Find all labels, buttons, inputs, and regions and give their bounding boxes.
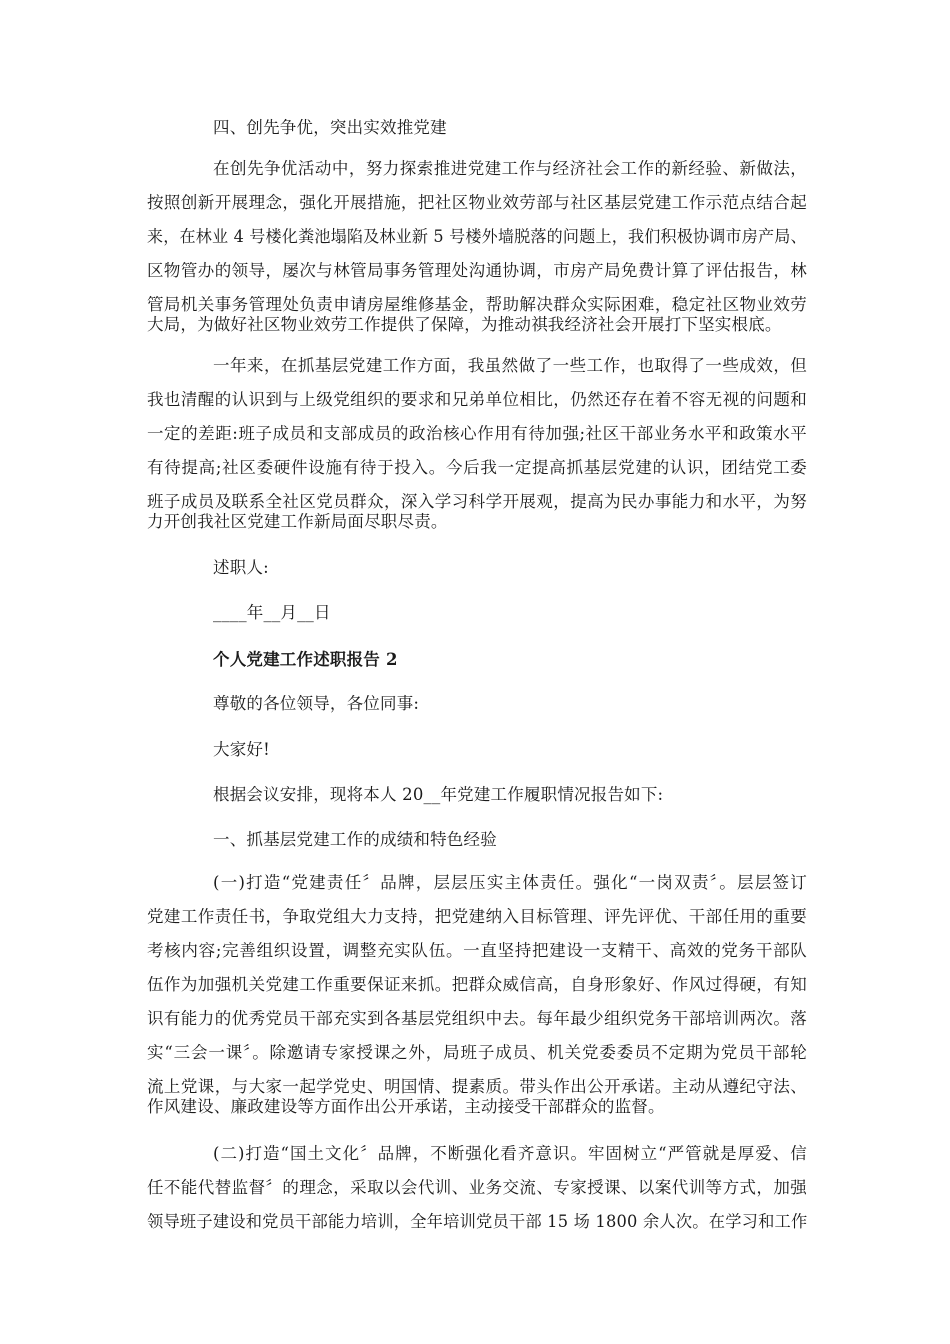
paragraph-line: 大局，为做好社区物业效劳工作提供了保障，为推动祺我经济社会开展打下坚实根底。 — [147, 315, 782, 334]
paragraph-line: 作风建设、廉政建设等方面作出公开承诺，主动接受干部群众的监督。 — [147, 1097, 665, 1116]
paragraph-line: 任不能代替监督〞的理念，采取以会代训、业务交流、专家授课、以案代训等方式，加强 — [147, 1178, 807, 1197]
paragraph-line: 区物管办的领导，屡次与林管局事务管理处沟通协调，市房产局免费计算了评估报告，林 — [147, 261, 807, 280]
paragraph-line: (二)打造“国土文化〞品牌，不断强化看齐意识。牢固树立“严管就是厚爱、信 — [213, 1144, 807, 1163]
paragraph-line: 力开创我社区党建工作新局面尽职尽责。 — [147, 512, 448, 531]
paragraph-line: 伍作为加强机关党建工作重要保证来抓。把群众威信高，自身形象好、作风过得硬，有知 — [147, 975, 807, 994]
paragraph-line: 按照创新开展理念，强化开展措施，把社区物业效劳部与社区基层党建工作示范点结合起 — [147, 193, 807, 212]
report-title: 个人党建工作述职报告 2 — [213, 650, 398, 669]
paragraph-line: 来，在林业 4 号楼化粪池塌陷及林业新 5 号楼外墙脱落的问题上，我们积极协调市房产局、 — [147, 227, 807, 246]
paragraph-line: 有待提高;社区委硬件设施有待于投入。今后我一定提高抓基层党建的认识，团结党工委 — [147, 458, 807, 477]
date-line: ____年__月__日 — [213, 603, 331, 622]
section-heading-1: 一、抓基层党建工作的成绩和特色经验 — [213, 830, 497, 849]
paragraph-line: 一定的差距:班子成员和支部成员的政治核心作用有待加强;社区干部业务水平和政策水平 — [147, 424, 807, 443]
greeting: 大家好! — [213, 740, 270, 759]
paragraph-line: 实“三会一课〞。除邀请专家授课之外，局班子成员、机关党委委员不定期为党员干部轮 — [147, 1043, 807, 1062]
paragraph-line: 在创先争优活动中，努力探索推进党建工作与经济社会工作的新经验、新做法， — [213, 159, 807, 178]
paragraph-line: 识有能力的优秀党员干部充实到各基层党组织中去。每年最少组织党务干部培训两次。落 — [147, 1009, 807, 1028]
paragraph-line: 我也清醒的认识到与上级党组织的要求和兄弟单位相比，仍然还存在着不容无视的问题和 — [147, 390, 807, 409]
intro-line: 根据会议安排，现将本人 20__年党建工作履职情况报告如下: — [213, 785, 664, 804]
reporter-label: 述职人: — [213, 558, 269, 577]
paragraph-line: 流上党课，与大家一起学党史、明国情、提素质。带头作出公开承诺。主动从遵纪守法、 — [147, 1077, 807, 1096]
paragraph-line: 一年来，在抓基层党建工作方面，我虽然做了一些工作，也取得了一些成效，但 — [213, 356, 807, 375]
paragraph-line: 党建工作责任书，争取党组大力支持，把党建纳入目标管理、评先评优、干部任用的重要 — [147, 907, 807, 926]
paragraph-line: 班子成员及联系全社区党员群众，深入学习科学开展观，提高为民办事能力和水平，为努 — [147, 492, 807, 511]
section-heading-4: 四、创先争优，突出实效推党建 — [213, 118, 447, 137]
paragraph-line: 考核内容;完善组织设置，调整充实队伍。一直坚持把建设一支精干、高效的党务干部队 — [147, 941, 807, 960]
paragraph-line: 领导班子建设和党员干部能力培训，全年培训党员干部 15 场 1800 余人次。在学习和工作 — [147, 1212, 808, 1231]
paragraph-line: 管局机关事务管理处负责申请房屋维修基金，帮助解决群众实际困难，稳定社区物业效劳 — [147, 295, 807, 314]
paragraph-line: (一)打造“党建责任〞品牌，层层压实主体责任。强化“一岗双责〞。层层签订 — [213, 873, 807, 892]
salutation: 尊敬的各位领导，各位同事: — [213, 694, 420, 713]
